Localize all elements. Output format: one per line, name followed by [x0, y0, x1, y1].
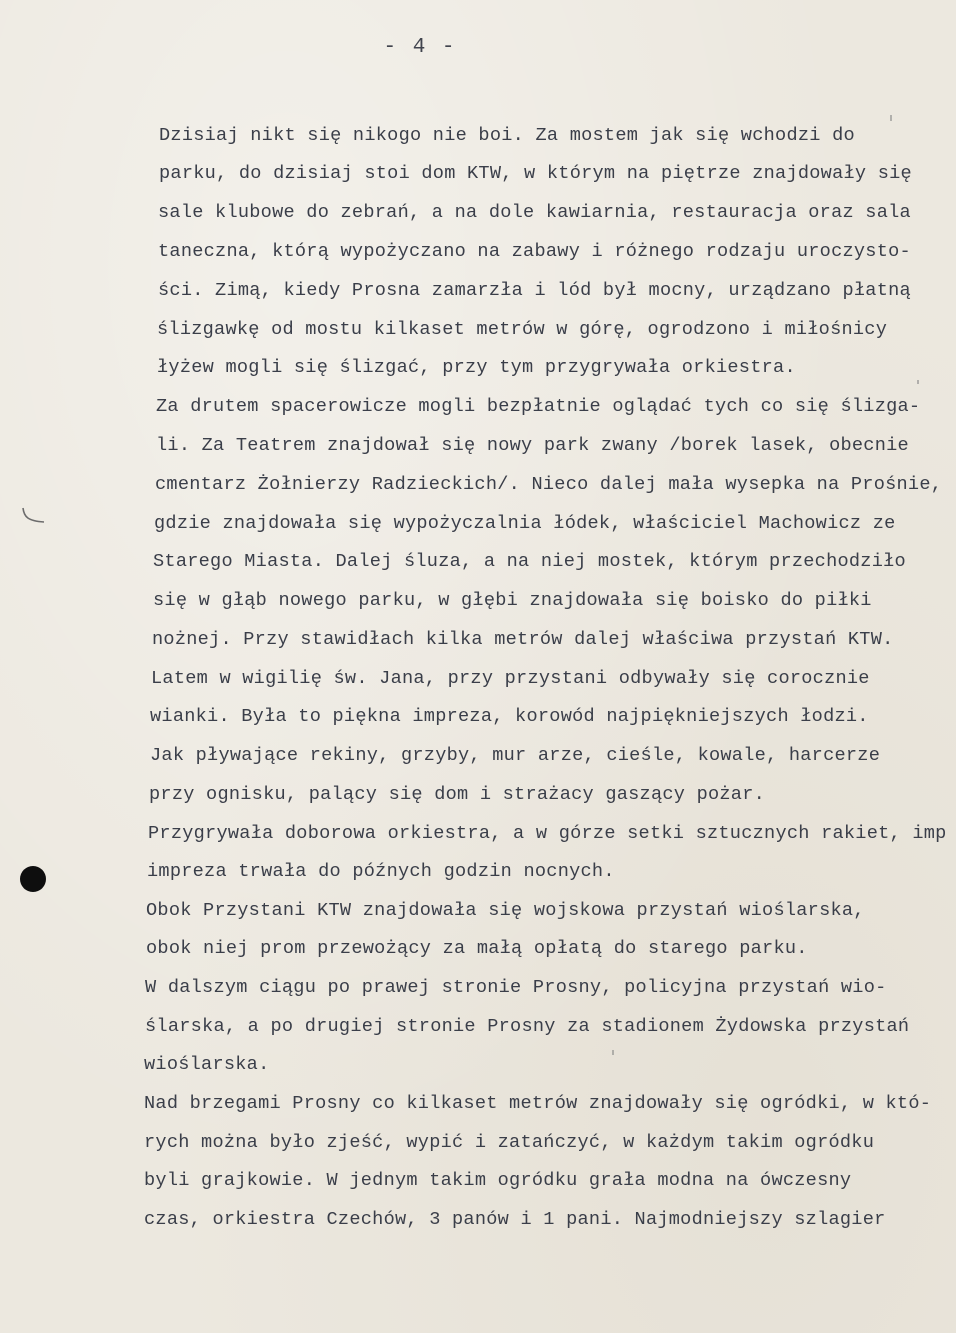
pencil-mark [20, 505, 46, 527]
text-line: li. Za Teatrem znajdował się nowy park zwany /borek lasek, obecnie [156, 435, 909, 456]
text-line: gdzie znajdowała się wypożyczalnia łódek, właściciel Machowicz ze [154, 513, 896, 534]
text-line: wianki. Była to piękna impreza, korowód najpiękniejszych łodzi. [150, 706, 869, 727]
paper-speck [917, 380, 919, 384]
text-line: taneczna, którą wypożyczano na zabawy i różnego rodzaju uroczysto- [158, 241, 911, 262]
text-line: obok niej prom przewożący za małą opłatą do starego parku. [146, 938, 808, 959]
text-line: nożnej. Przy stawidłach kilka metrów dalej właściwa przystań KTW. [152, 629, 894, 650]
text-line: Dzisiaj nikt się nikogo nie boi. Za mostem jak się wchodzi do [159, 125, 855, 146]
text-line: parku, do dzisiaj stoi dom KTW, w którym na piętrze znajdowały się [159, 163, 912, 184]
text-line: Jak pływające rekiny, grzyby, mur arze, cieśle, kowale, harcerze [150, 745, 881, 766]
punch-hole [20, 866, 46, 892]
page-number: - 4 - [383, 36, 457, 59]
text-line: czas, orkiestra Czechów, 3 panów i 1 pani. Najmodniejszy szlagier [144, 1209, 886, 1230]
text-line: ści. Zimą, kiedy Prosna zamarzła i lód był mocny, urządzano płatną [158, 280, 911, 301]
text-line: Latem w wigilię św. Jana, przy przystani odbywały się corocznie [151, 668, 870, 689]
text-line: ślizgawkę od mostu kilkaset metrów w górę, ogrodzono i miłośnicy [157, 319, 888, 340]
text-line: łyżew mogli się ślizgać, przy tym przygrywała orkiestra. [157, 357, 796, 378]
text-line: cmentarz Żołnierzy Radzieckich/. Nieco dalej mała wysepka na Prośnie, [155, 474, 943, 495]
text-line: W dalszym ciągu po prawej stronie Prosny, policyjna przystań wio- [145, 977, 887, 998]
text-line: Obok Przystani KTW znajdowała się wojskowa przystań wioślarska, [146, 900, 865, 921]
text-line: rych można było zjeść, wypić i zatańczyć, w każdym takim ogródku [144, 1132, 875, 1153]
text-line: byli grajkowie. W jednym takim ogródku grała modna na ówczesny [144, 1170, 852, 1191]
text-line: sale klubowe do zebrań, a na dole kawiarnia, restauracja oraz sala [158, 202, 911, 223]
text-line: Starego Miasta. Dalej śluza, a na niej mostek, którym przechodziło [153, 551, 906, 572]
text-line: wioślarska. [144, 1054, 270, 1075]
text-line: przy ognisku, palący się dom i strażacy gaszący pożar. [149, 784, 766, 805]
text-line: się w głąb nowego parku, w głębi znajdowała się boisko do piłki [153, 590, 872, 611]
paper-speck [890, 115, 892, 121]
text-line: ślarska, a po drugiej stronie Prosny za stadionem Żydowska przystań [145, 1016, 910, 1037]
text-line: Nad brzegami Prosny co kilkaset metrów znajdowały się ogródki, w któ- [144, 1093, 932, 1114]
text-line: Za drutem spacerowicze mogli bezpłatnie oglądać tych co się ślizga- [156, 396, 921, 417]
paper-speck [612, 1050, 614, 1055]
text-line: Przygrywała doborowa orkiestra, a w górze setki sztucznych rakiet, imp [148, 823, 947, 844]
text-line: impreza trwała do późnych godzin nocnych. [147, 861, 615, 882]
